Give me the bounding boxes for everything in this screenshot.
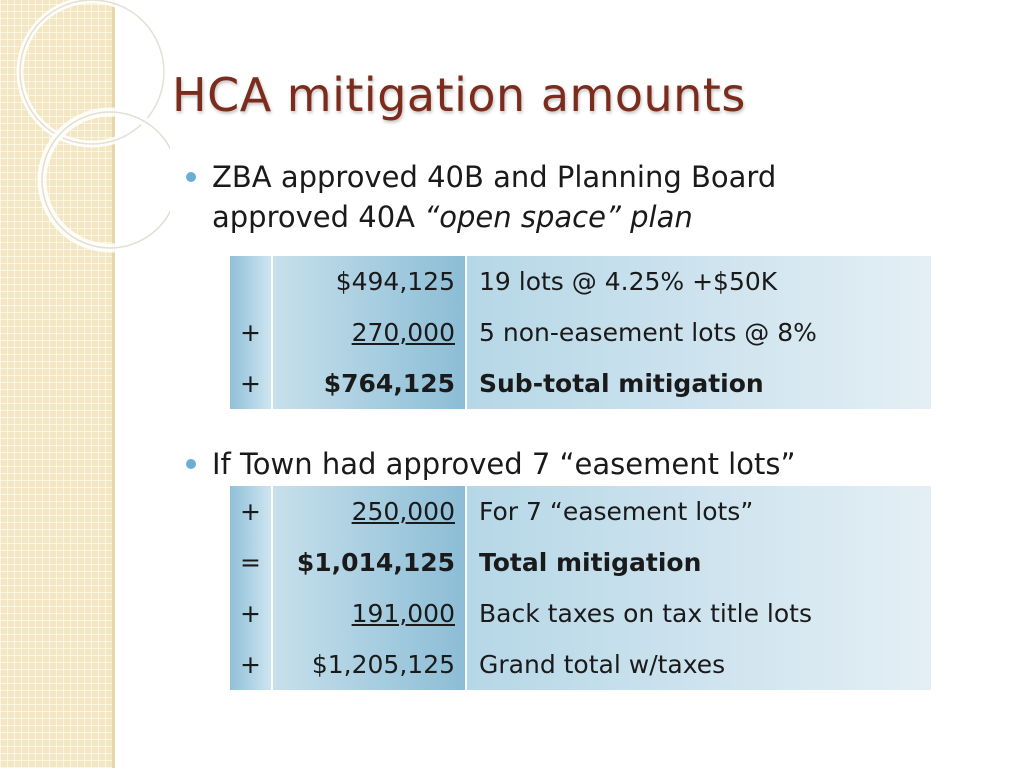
bullet-line-1: ZBA approved 40B and Planning Board	[212, 160, 777, 194]
bullet-dot-icon	[186, 459, 196, 469]
table-row	[230, 358, 931, 409]
table-row	[230, 256, 931, 307]
bullet-dot-icon	[186, 172, 196, 182]
bullet-line-2-prefix: approved 40A	[212, 200, 425, 234]
table-row	[230, 307, 931, 358]
row-description: Back taxes on tax title lots	[466, 588, 931, 639]
row-sign	[230, 256, 272, 307]
row-amount: $1,014,125	[272, 537, 466, 588]
row-sign: +	[230, 486, 272, 537]
row-description: 19 lots @ 4.25% +$50K	[466, 256, 931, 307]
row-sign: +	[230, 307, 272, 358]
row-sign: +	[230, 588, 272, 639]
row-amount: $494,125	[272, 256, 466, 307]
row-description: For 7 “easement lots”	[466, 486, 931, 537]
row-description: 5 non-easement lots @ 8%	[466, 307, 931, 358]
table-row	[230, 588, 931, 639]
row-amount: $764,125	[272, 358, 466, 409]
row-description: Sub-total mitigation	[466, 358, 931, 409]
row-amount-value: 250,000	[351, 497, 455, 526]
bullet-easement-lots	[212, 444, 932, 484]
row-amount	[272, 307, 466, 358]
bullet-zba-approval	[212, 157, 932, 237]
row-amount-value: 191,000	[351, 599, 455, 628]
row-amount-value: 270,000	[351, 318, 455, 347]
row-sign: =	[230, 537, 272, 588]
bullet-line-2	[212, 197, 932, 237]
bullet-line-2-italic: “open space” plan	[424, 200, 693, 234]
decorative-circles	[0, 0, 170, 300]
row-amount	[272, 486, 466, 537]
row-amount: $1,205,125	[272, 639, 466, 690]
table-row	[230, 537, 931, 588]
row-description: Total mitigation	[466, 537, 931, 588]
mitigation-table-2	[230, 486, 931, 690]
row-sign: +	[230, 639, 272, 690]
mitigation-table-1	[230, 256, 931, 409]
row-amount	[272, 588, 466, 639]
row-description: Grand total w/taxes	[466, 639, 931, 690]
bullet-text: If Town had approved 7 “easement lots”	[212, 447, 796, 481]
table-row	[230, 639, 931, 690]
table-row	[230, 486, 931, 537]
row-sign: +	[230, 358, 272, 409]
slide-title: HCA mitigation amounts	[172, 68, 746, 122]
